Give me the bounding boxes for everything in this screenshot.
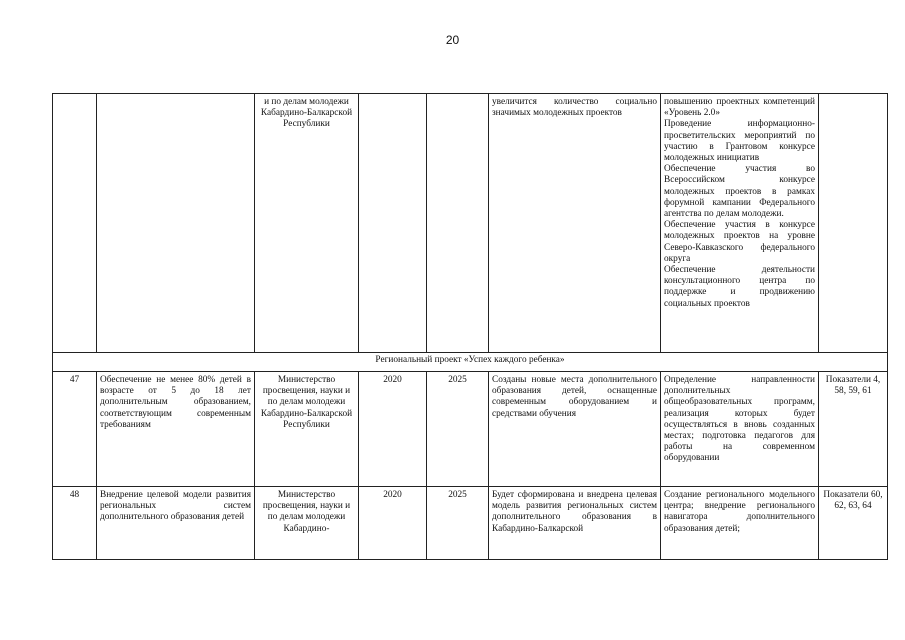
cell-start: 2020: [359, 487, 427, 560]
program-table: [52, 93, 888, 560]
cell-end: 2025: [427, 372, 489, 487]
cell-end: 2025: [427, 487, 489, 560]
measure-item: Обеспечение деятельности консультационного центра по поддержке и продвижению социальных проектов: [664, 265, 815, 309]
cell-result: Будет сформирована и внедрена целевая модель развития региональных систем дополнительного образования в Кабардино-Балкарской: [489, 487, 661, 560]
page-number: 20: [445, 33, 460, 47]
measure-item: повышению проектных компетенций «Уровень 2.0»: [664, 97, 815, 119]
section-header: Региональный проект «Успех каждого ребенка»: [53, 353, 888, 372]
table-row: [53, 372, 888, 487]
cell-num: 48: [53, 487, 97, 560]
cell-indicators: [819, 94, 888, 353]
cell-measures: [661, 94, 819, 353]
measure-item: Обеспечение участия во Всероссийском конкурсе молодежных проектов в рамках форумной кампании Федерального агентства по делам молодежи.: [664, 164, 815, 220]
cell-responsible: Министерство просвещения, науки и по делам молодежи Кабардино-: [255, 487, 359, 560]
cell-end: [427, 94, 489, 353]
cell-num: [53, 94, 97, 353]
table-row-continuation: [53, 94, 888, 353]
cell-start: [359, 94, 427, 353]
cell-measures: Создание регионального модельного центра; внедрение регионального навигатора дополнительного образования детей;: [661, 487, 819, 560]
cell-responsible: и по делам молодежи Кабардино-Балкарской Республики: [255, 94, 359, 353]
cell-name: Внедрение целевой модели развития региональных систем дополнительного образования детей: [97, 487, 255, 560]
measure-item: Обеспечение участия в конкурсе молодежных проектов на уровне Северо-Кавказского федерального округа: [664, 220, 815, 264]
measure-item: Проведение информационно-просветительских мероприятий по участию в Грантовом конкурсе молодежных инициатив: [664, 119, 815, 164]
section-row: [53, 353, 888, 372]
cell-responsible: Министерство просвещения, науки и по делам молодежи Кабардино-Балкарской Республики: [255, 372, 359, 487]
cell-start: 2020: [359, 372, 427, 487]
table-row: [53, 487, 888, 560]
cell-result: Созданы новые места дополнительного образования детей, оснащенные современным оборудованием и средствами обучения: [489, 372, 661, 487]
cell-indicators: Показатели 60, 62, 63, 64: [819, 487, 888, 560]
cell-measures: Определение направленности дополнительных общеобразовательных программ, реализация которых будет осуществляться в вновь созданных местах; подготовка педагогов для работы на современном оборудовании: [661, 372, 819, 487]
cell-num: 47: [53, 372, 97, 487]
cell-indicators: Показатели 4, 58, 59, 61: [819, 372, 888, 487]
cell-result: увеличится количество социально значимых молодежных проектов: [489, 94, 661, 353]
cell-name: Обеспечение не менее 80% детей в возрасте от 5 до 18 лет дополнительным образованием, соответствующим современным требованиям: [97, 372, 255, 487]
cell-name: [97, 94, 255, 353]
